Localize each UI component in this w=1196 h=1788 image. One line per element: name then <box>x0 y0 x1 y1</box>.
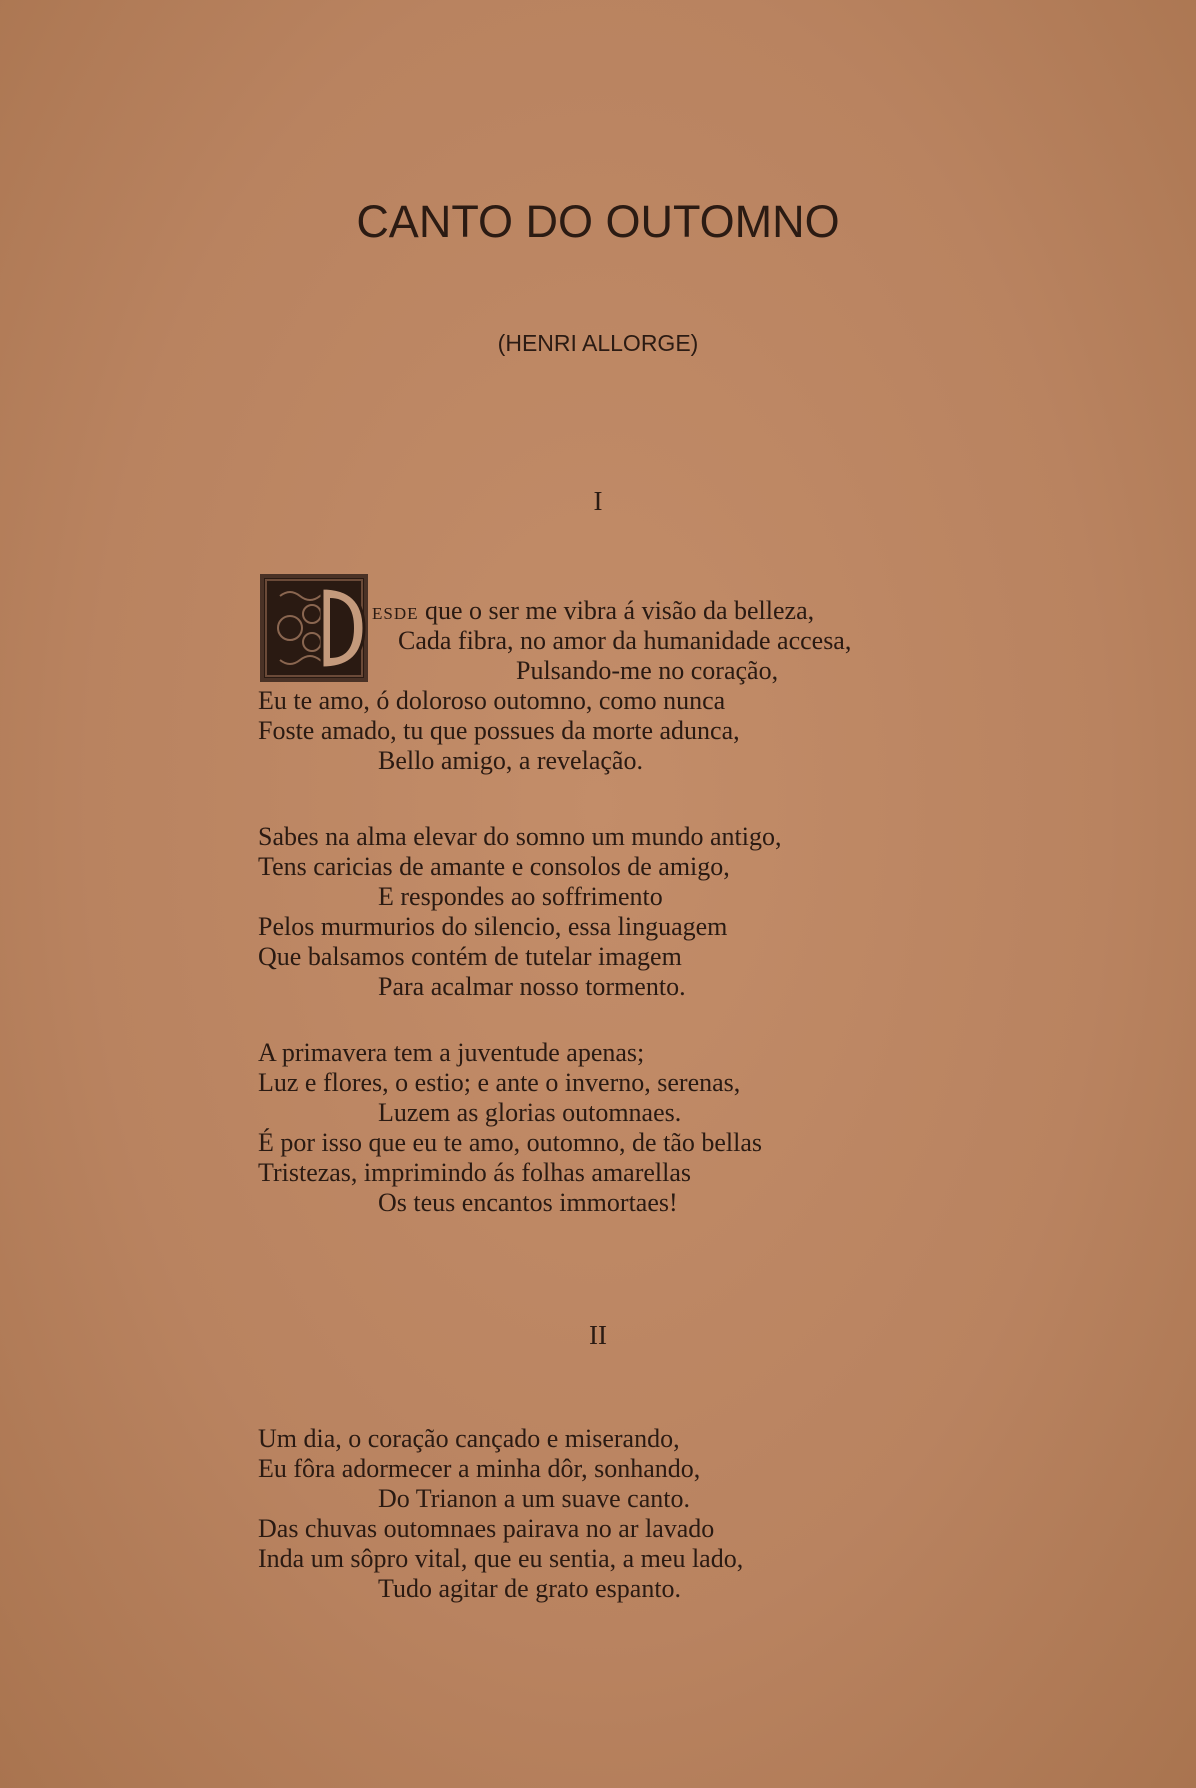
verse-line: É por isso que eu te amo, outomno, de tão bellas <box>258 1128 763 1157</box>
verse-line: Inda um sôpro vital, que eu sentia, a meu lado, <box>258 1544 744 1573</box>
verse-line: Pulsando-me no coração, <box>516 656 779 685</box>
section-numeral-2: II <box>589 1320 607 1350</box>
verse-line: Foste amado, tu que possues da morte adunca, <box>258 716 740 745</box>
verse-line: E respondes ao soffrimento <box>378 882 663 911</box>
poem-author: (HENRI ALLORGE) <box>497 330 699 356</box>
first-word-rest: ESDE <box>372 604 419 623</box>
stanza-2 <box>258 822 1058 1002</box>
verse-line: Tudo agitar de grato espanto. <box>378 1574 682 1603</box>
verse-line: Que balsamos contém de tutelar imagem <box>258 942 682 971</box>
first-line-rest: que o ser me vibra á visão da belleza, <box>418 596 815 625</box>
verse-line: Um dia, o coração cançado e miserando, <box>258 1424 680 1453</box>
poem-title: CANTO DO OUTOMNO <box>356 196 840 247</box>
verse-line: Bello amigo, a revelação. <box>378 746 643 775</box>
verse-line: Cada fibra, no amor da humanidade accesa, <box>398 626 852 655</box>
section-numeral-1: I <box>593 486 603 516</box>
verse-line: Das chuvas outomnaes pairava no ar lavado <box>258 1514 715 1543</box>
verse-line: Pelos murmurios do silencio, essa linguagem <box>258 912 728 941</box>
first-line <box>372 596 814 626</box>
verse-line: Luzem as glorias outomnaes. <box>378 1098 682 1127</box>
verse-line: Luz e flores, o estio; e ante o inverno, serenas, <box>258 1068 741 1097</box>
verse-line: Os teus encantos immortaes! <box>378 1188 678 1217</box>
verse-line: A primavera tem a juventude apenas; <box>258 1038 645 1067</box>
verse-line: Tristezas, imprimindo ás folhas amarellas <box>258 1158 692 1187</box>
verse-line: Eu fôra adormecer a minha dôr, sonhando, <box>258 1454 701 1483</box>
verse-line: Do Trianon a um suave canto. <box>378 1484 690 1513</box>
stanza-3 <box>258 1038 1058 1218</box>
verse-line: Eu te amo, ó doloroso outomno, como nunca <box>258 686 726 715</box>
stanza-1-rest <box>258 626 1058 776</box>
verse-line: Para acalmar nosso tormento. <box>378 972 686 1001</box>
verse-line: Sabes na alma elevar do somno um mundo antigo, <box>258 822 782 851</box>
verse-line: Tens caricias de amante e consolos de amigo, <box>258 852 730 881</box>
stanza-4 <box>258 1424 1058 1604</box>
